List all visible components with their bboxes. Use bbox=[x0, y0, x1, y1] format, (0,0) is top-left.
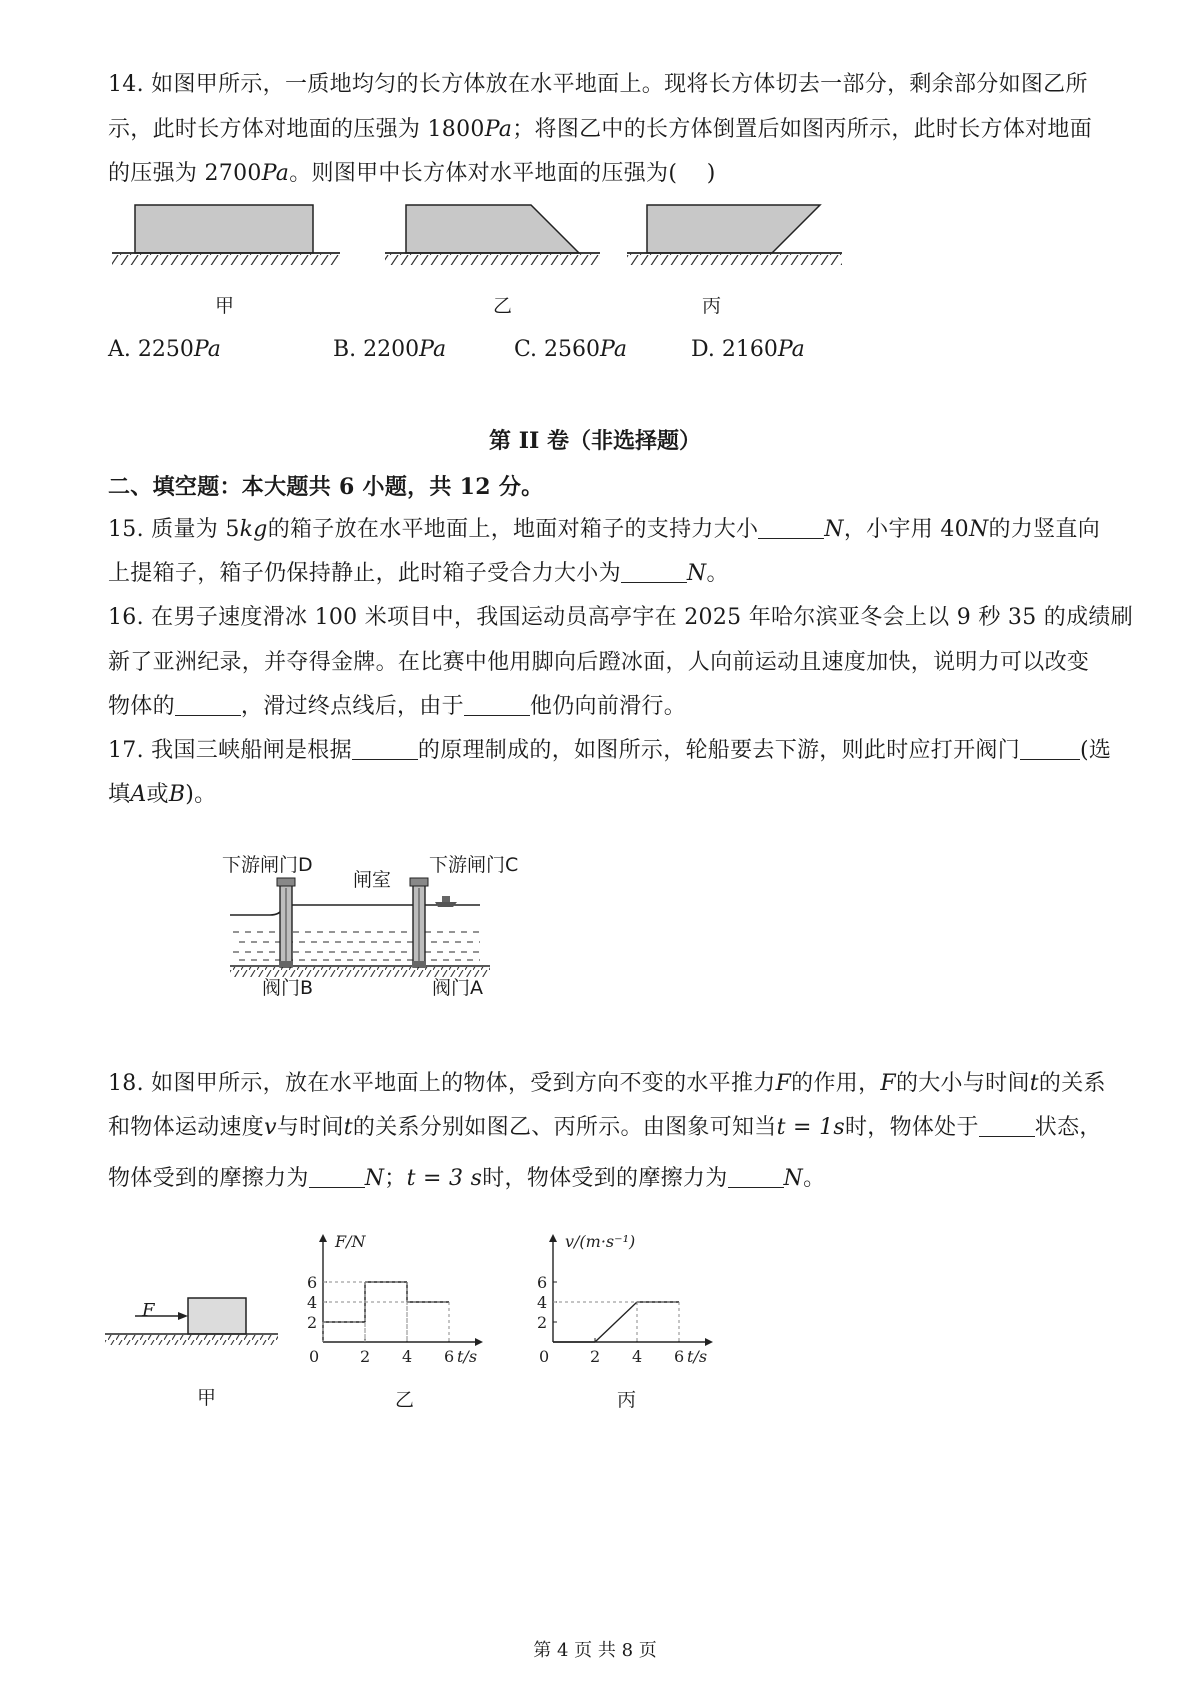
q18-var-t-2: t bbox=[343, 1115, 353, 1140]
chart-v-origin: 0 bbox=[539, 1347, 550, 1366]
q14-option-d-text: D. 2160 bbox=[691, 337, 778, 362]
q14-line-2 bbox=[108, 115, 1093, 145]
q14-label-jia: 甲 bbox=[215, 295, 235, 317]
boat-icon bbox=[435, 896, 457, 907]
chart-f-origin: 0 bbox=[309, 1347, 320, 1366]
chart-v-x-tick-label-4: 4 bbox=[632, 1347, 643, 1366]
q18-unit-n-1: N bbox=[364, 1166, 385, 1191]
q17-blank-1[interactable] bbox=[352, 739, 418, 760]
q14-figure-jia bbox=[112, 205, 340, 265]
q18-var-f-2: F bbox=[880, 1071, 896, 1096]
q15-unit-n-2: N bbox=[968, 517, 989, 542]
chart-f-y-tick-label-6: 6 bbox=[307, 1273, 318, 1292]
q18-text-2e: 状态， bbox=[1034, 1115, 1102, 1140]
q18-figure-jia bbox=[100, 1290, 280, 1350]
q17-text-2a: 填 bbox=[108, 782, 131, 807]
q18-blank-3[interactable] bbox=[728, 1167, 784, 1188]
page-footer: 第 4 页 共 8 页 bbox=[533, 1640, 657, 1661]
label-valve-b: 阀门B bbox=[262, 977, 314, 999]
q18-line-3 bbox=[108, 1164, 1088, 1194]
q14-option-b[interactable] bbox=[333, 337, 446, 363]
q18-text-3c: 时，物体受到的摩擦力为 bbox=[482, 1166, 728, 1191]
q14-line-3 bbox=[108, 159, 1088, 189]
q14-option-a[interactable] bbox=[108, 337, 221, 363]
q16-line-2: 新了亚洲纪录，并夺得金牌。在比赛中他用脚向后蹬冰面，人向前运动且速度加快，说明力可以改变 bbox=[108, 650, 1090, 675]
chart-v-y-tick-label-2: 2 bbox=[537, 1313, 548, 1332]
q16-text-3a: 物体的 bbox=[108, 694, 175, 719]
q14-text-3c: 。则图甲中长方体对水平地面的压强为( ) bbox=[289, 161, 716, 186]
q17-option-b: B bbox=[168, 782, 186, 807]
chart-v-y-label: v/(m·s⁻¹) bbox=[565, 1232, 636, 1251]
label-gate-d: 下游闸门D bbox=[222, 854, 313, 876]
q14-unit-pa-2: Pa bbox=[261, 161, 290, 186]
q18-text-3a: 物体受到的摩擦力为 bbox=[108, 1166, 309, 1191]
q18-label-jia: 甲 bbox=[197, 1387, 217, 1409]
q14-figure-bing bbox=[627, 205, 842, 265]
q16-blank-2[interactable] bbox=[464, 695, 530, 716]
valve-b bbox=[279, 961, 293, 967]
chart-f-y-tick-label-2: 2 bbox=[307, 1313, 318, 1332]
q14-option-c-unit: Pa bbox=[600, 337, 627, 362]
gate-c bbox=[410, 878, 428, 967]
q18-text-1c: 的大小与时间 bbox=[895, 1071, 1030, 1096]
q15-unit-n-1: N bbox=[824, 517, 844, 542]
q14-figure-yi bbox=[385, 205, 600, 265]
q15-text-a: 15. 质量为 5 bbox=[108, 517, 240, 542]
q18-text-2b: 与时间 bbox=[276, 1115, 344, 1140]
q18-line-2 bbox=[108, 1113, 1102, 1143]
q14-option-d[interactable] bbox=[691, 337, 805, 363]
q15-text-c: ，小宇用 40 bbox=[843, 517, 969, 542]
chart-f-y-label: F/N bbox=[335, 1232, 366, 1251]
chart-f-x-arrow bbox=[475, 1338, 483, 1346]
q14-option-b-text: B. 2200 bbox=[333, 337, 420, 362]
q17-line-1 bbox=[108, 736, 1112, 766]
q17-text-1a: 17. 我国三峡船闸是根据 bbox=[108, 738, 352, 763]
q18-text-1b: 的作用， bbox=[791, 1071, 881, 1096]
q18-text-2a: 和物体运动速度 bbox=[108, 1115, 265, 1140]
chart-f-x-label: t/s bbox=[457, 1347, 478, 1366]
q18-var-v: v bbox=[264, 1115, 277, 1140]
q18-blank-1[interactable] bbox=[979, 1116, 1035, 1137]
q18-text-3b: ； bbox=[384, 1166, 407, 1191]
q14-option-b-unit: Pa bbox=[419, 337, 447, 362]
chart-f-y-tick-label-4: 4 bbox=[307, 1293, 318, 1312]
q17-blank-2[interactable] bbox=[1020, 739, 1080, 760]
q16-text-3c: 他仍向前滑行。 bbox=[529, 694, 687, 719]
q15-text-2a: 上提箱子，箱子仍保持静止，此时箱子受合力大小为 bbox=[108, 561, 621, 586]
section-heading: 二、填空题：本大题共 6 小题，共 12 分。 bbox=[108, 474, 544, 500]
section-title: 第 II 卷（非选择题） bbox=[489, 428, 701, 454]
chart-velocity-vs-time bbox=[525, 1232, 750, 1367]
q18-text-2d: 时，物体处于 bbox=[844, 1115, 979, 1140]
q14-option-a-unit: Pa bbox=[193, 337, 221, 362]
q14-text-2a: 示，此时长方体对地面的压强为 1800 bbox=[108, 117, 485, 142]
chart-v-y-tick-label-6: 6 bbox=[537, 1273, 548, 1292]
q14-option-c[interactable] bbox=[514, 337, 627, 363]
chart-v-x-arrow bbox=[705, 1338, 713, 1346]
q16-text-3b: ，滑过终点线后，由于 bbox=[240, 694, 464, 719]
q17-line-2 bbox=[108, 780, 1088, 810]
q18-force-label: F bbox=[142, 1300, 155, 1321]
label-gate-c: 下游闸门C bbox=[429, 854, 519, 876]
q14-option-c-text: C. 2560 bbox=[514, 337, 601, 362]
q18-text-2c: 的关系分别如图乙、丙所示。由图象可知当 bbox=[352, 1115, 777, 1140]
q18-unit-n-2: N bbox=[783, 1166, 804, 1191]
chart-f-x-tick-label-2: 2 bbox=[360, 1347, 371, 1366]
label-chamber: 闸室 bbox=[353, 869, 392, 891]
gate-d bbox=[277, 878, 295, 967]
chart-force-vs-time bbox=[295, 1232, 520, 1367]
q18-eq-2: t = 3 s bbox=[406, 1166, 483, 1191]
chart-v-x-label: t/s bbox=[687, 1347, 708, 1366]
q15-text-2b: 。 bbox=[706, 561, 729, 586]
q16-blank-1[interactable] bbox=[175, 695, 241, 716]
chart-v-y-arrow bbox=[549, 1234, 557, 1242]
q14-figures bbox=[0, 195, 1190, 305]
q17-text-2b: 或 bbox=[146, 782, 169, 807]
q15-blank-1[interactable] bbox=[758, 518, 824, 539]
q18-label-yi: 乙 bbox=[395, 1389, 415, 1411]
q18-text-1a: 18. 如图甲所示，放在水平地面上的物体，受到方向不变的水平推力 bbox=[108, 1071, 776, 1096]
q15-unit-n-3: N bbox=[686, 561, 707, 586]
q18-text-3d: 。 bbox=[803, 1166, 826, 1191]
q14-label-yi: 乙 bbox=[493, 295, 513, 317]
q17-text-1c: (选 bbox=[1080, 738, 1112, 763]
q18-var-t-1: t bbox=[1029, 1071, 1039, 1096]
q15-line-1 bbox=[108, 515, 1101, 545]
q17-option-a: A bbox=[130, 782, 147, 807]
q18-label-bing: 丙 bbox=[617, 1389, 637, 1411]
q17-text-2c: )。 bbox=[185, 782, 217, 807]
chart-v-series-segment-1 bbox=[595, 1302, 637, 1342]
q14-unit-pa-1: Pa bbox=[484, 117, 513, 142]
q16-line-3 bbox=[108, 692, 1088, 722]
q15-text-d: 的力竖直向 bbox=[988, 517, 1101, 542]
q15-line-2 bbox=[108, 559, 1088, 589]
chart-f-y-arrow bbox=[319, 1234, 327, 1242]
q15-unit-kg: kg bbox=[239, 517, 268, 542]
label-valve-a: 阀门A bbox=[432, 977, 483, 999]
q15-blank-2[interactable] bbox=[621, 562, 687, 583]
valve-a bbox=[412, 961, 426, 967]
q14-option-d-unit: Pa bbox=[777, 337, 805, 362]
chart-v-x-tick-label-2: 2 bbox=[590, 1347, 601, 1366]
q18-blank-2[interactable] bbox=[309, 1167, 365, 1188]
q15-text-b: 的箱子放在水平地面上，地面对箱子的支持力大小 bbox=[267, 517, 759, 542]
q18-line-1 bbox=[108, 1069, 1106, 1099]
q14-text-1: 14. 如图甲所示，一质地均匀的长方体放在水平地面上。现将长方体切去一部分，剩余部分如图乙所 bbox=[108, 72, 1088, 97]
q14-option-a-text: A. 2250 bbox=[108, 337, 194, 362]
chart-f-x-tick-label-4: 4 bbox=[402, 1347, 413, 1366]
chart-f-x-tick-label-6: 6 bbox=[444, 1347, 455, 1366]
q18-eq-1: t = 1s bbox=[776, 1115, 845, 1140]
chart-v-y-tick-label-4: 4 bbox=[537, 1293, 548, 1312]
chart-v-x-tick-label-6: 6 bbox=[674, 1347, 685, 1366]
q18-var-f-1: F bbox=[775, 1071, 792, 1096]
q17-text-1b: 的原理制成的，如图所示，轮船要去下游，则此时应打开阀门 bbox=[417, 738, 1020, 763]
q16-line-1: 16. 在男子速度滑冰 100 米项目中，我国运动员高亭宇在 2025 年哈尔滨亚冬会上以 9 秒 35 的成绩刷 bbox=[108, 605, 1133, 630]
q14-label-bing: 丙 bbox=[702, 295, 722, 317]
q18-text-1d: 的关系 bbox=[1038, 1071, 1106, 1096]
q14-line-1 bbox=[108, 70, 1088, 100]
q14-text-3a: 的压强为 2700 bbox=[108, 161, 262, 186]
q14-text-2c: ；将图乙中的长方体倒置后如图丙所示，此时长方体对地面 bbox=[512, 117, 1093, 142]
